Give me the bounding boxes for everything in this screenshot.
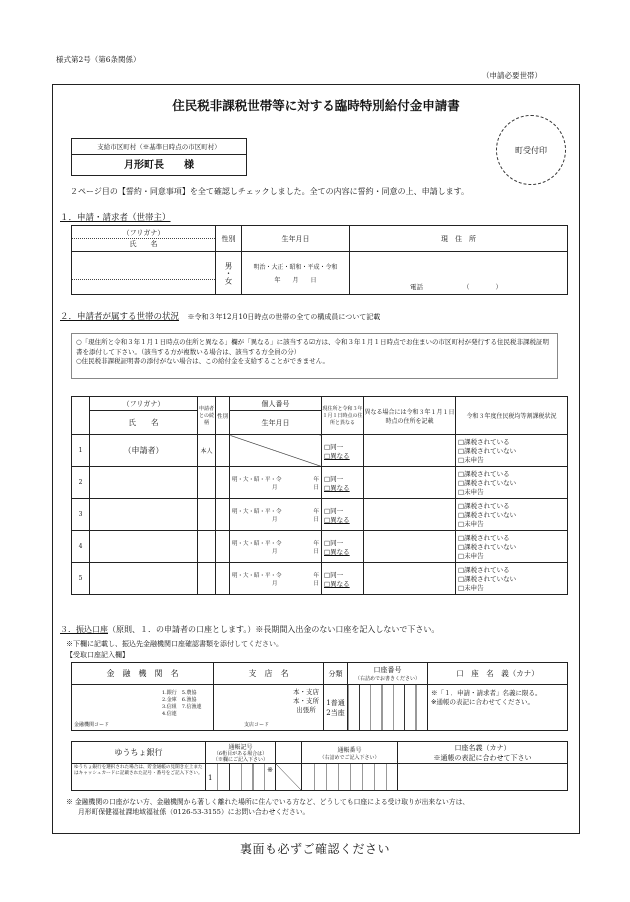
household-row: 2 明・大・昭・平・令 年 月 日 □同一 □異なる □課税されている □課税されていない □未申告	[72, 467, 568, 499]
reception-stamp: 町受付印	[496, 115, 566, 185]
address-header: 現 住 所	[350, 226, 568, 252]
section3-note: ※下欄に記載し、振込先金融機関口座確認書類を添付してください。	[66, 640, 283, 648]
applicant-name-field[interactable]	[72, 252, 216, 295]
section2-heading: ２．申請者が属する世帯の状況 ※令和３年12月10日時点の世帯の全ての構成員について記載	[60, 312, 381, 322]
section1-heading: １．申請・請求者（世帯主）	[60, 213, 171, 223]
sex-header: 性別	[216, 226, 242, 252]
yucho-number-field[interactable]	[302, 764, 398, 791]
municipality-label: 支給市区町村（※基準日時点の市区町村）	[72, 139, 246, 155]
apply-type: （申請必要世帯）	[482, 71, 542, 80]
household-row: 1 （申請者） 本人 □同一 □異なる □課税されている □課税されていない □未申告	[72, 435, 568, 467]
branch-name-field[interactable]: 本・支店 本・支所 出張所 支店コード	[214, 685, 324, 731]
municipality-box	[71, 138, 247, 176]
household-row: 5 明・大・昭・平・令 年 月 日 □同一 □異なる □課税されている □課税されていない □未申告	[72, 563, 568, 595]
household-row: 3 明・大・昭・平・令 年 月 日 □同一 □異なる □課税されている □課税されていない □未申告	[72, 499, 568, 531]
applicant-table: （フリガナ） 氏 名 性別 生年月日 現 住 所 男・女 明治・大正・昭和・平成・令和 年 月 日 電話 （ ）	[71, 225, 568, 295]
bank-table: 金 融 機 関 名 支 店 名 分類 口座番号 （右詰めでお書きください） 口 座 名 義（カナ） 1.銀行 5.農協 2.金庫 6.漁協 3.信組 7.信漁連 4.信連 金融機関コード 本・支店 本・支所 出張所 支店コード 1普通 2当座 ※「１．申請・請求者」名義に限る。 ※通帳の表記に合わせてください。	[71, 662, 568, 731]
form-title: 住民税非課税世帯等に対する臨時特別給付金申請書	[172, 98, 460, 113]
form-number: 様式第2号（第6条関係）	[56, 55, 141, 64]
footer-note: ※ 金融機関の口座がない方、金融機関から著しく離れた場所に住んでいる方など、どうしても口座による受け取りが出来ない方は、 月形町保健福祉課地域福祉係（0126-53-3155）にお問い合わせください。	[66, 798, 470, 816]
household-row: 4 明・大・昭・平・令 年 月 日 □同一 □異なる □課税されている □課税されていない □未申告	[72, 531, 568, 563]
account-type[interactable]: 1普通 2当座	[324, 685, 348, 731]
account-number-field[interactable]	[348, 685, 428, 731]
section3-heading: ３．振込口座（原則、１．の申請者の口座とします。）※長期間入出金のない口座を記入しないで下さい。	[60, 625, 440, 634]
bank-name-field[interactable]: 1.銀行 5.農協 2.金庫 6.漁協 3.信組 7.信漁連 4.信連 金融機関コード	[72, 685, 214, 731]
household-table: （フリガナ） 申請者との続柄 性別 個人番号 現住所と令和３年１月１日時点の住所と異なる 異なる場合には令和３年１月１日時点の住所を記載 令和３年度住民税均等割課税状況 氏 名 生年月日 1 （申請者） 本人 □同一 □異なる □課税されている □課税されていない □未申告 2 明・大・昭・平・令 年 月 日 □同一 □異なる □課税されている □課税されていない □未申告 3 明・大・昭・平・令 年 月 日 □同一 □異なる □課税されている □課税されていない □未申告 4 明・大・昭・平・令 年 月 日 □同一 □異なる □課税されている □課税されていない □未申告 5 明・大・昭・平・令 年 月 日 □同一 □異なる □課税されている □課税されていない □未申告	[71, 396, 568, 595]
yucho-holder-field[interactable]	[398, 764, 568, 791]
yucho-kigo-field[interactable]: 1 ※	[206, 764, 276, 791]
address-field[interactable]: 電話 （ ）	[350, 252, 568, 295]
notice-box: ○「現住所と令和３年１月１日時点の住所と異なる」欄が「異なる」に該当する☑方は、令和３年１月１日時点でお住まいの市区町村が発行する住民税非課税証明書を添付して下さい。（該当する方が複数いる場合は、該当する方全員の分） ○住民税非課税証明書の添付がない場合は、この給付金を支給することができません。	[71, 333, 558, 379]
account-holder-field[interactable]: ※「１．申請・請求者」名義に限る。 ※通帳の表記に合わせてください。	[428, 685, 568, 731]
confirm-text: ２ページ目の【誓約・同意事項】を全て確認しチェックしました。全ての内容に誓約・同意の上、申請します。	[70, 187, 469, 196]
yucho-table: ゆうちょ銀行 通帳記号 （6桁目がある場合は） （※欄にご記入下さい） 通帳番号 （右詰めでご記入下さい） 口座名義（カナ） ※通帳の表記に合わせて下さい ゆうちょ銀行を選択された場合は、貯金通帳の見開き左上またはキャッシュカードに記載された記号・番号をご記入下さい。 1 ※	[71, 741, 568, 791]
back-side-notice: 裏面も必ずご確認ください	[239, 842, 390, 856]
sex-options[interactable]: 男・女	[216, 252, 242, 295]
dob-header: 生年月日	[242, 226, 350, 252]
yucho-note: ゆうちょ銀行を選択された場合は、貯金通帳の見開き左上またはキャッシュカードに記載された記号・番号をご記入下さい。	[72, 764, 206, 791]
dob-field[interactable]: 明治・大正・昭和・平成・令和 年 月 日	[242, 252, 350, 295]
municipality-value: 月形町長 様	[124, 160, 194, 171]
account-label: 【受取口座記入欄】	[66, 651, 129, 659]
